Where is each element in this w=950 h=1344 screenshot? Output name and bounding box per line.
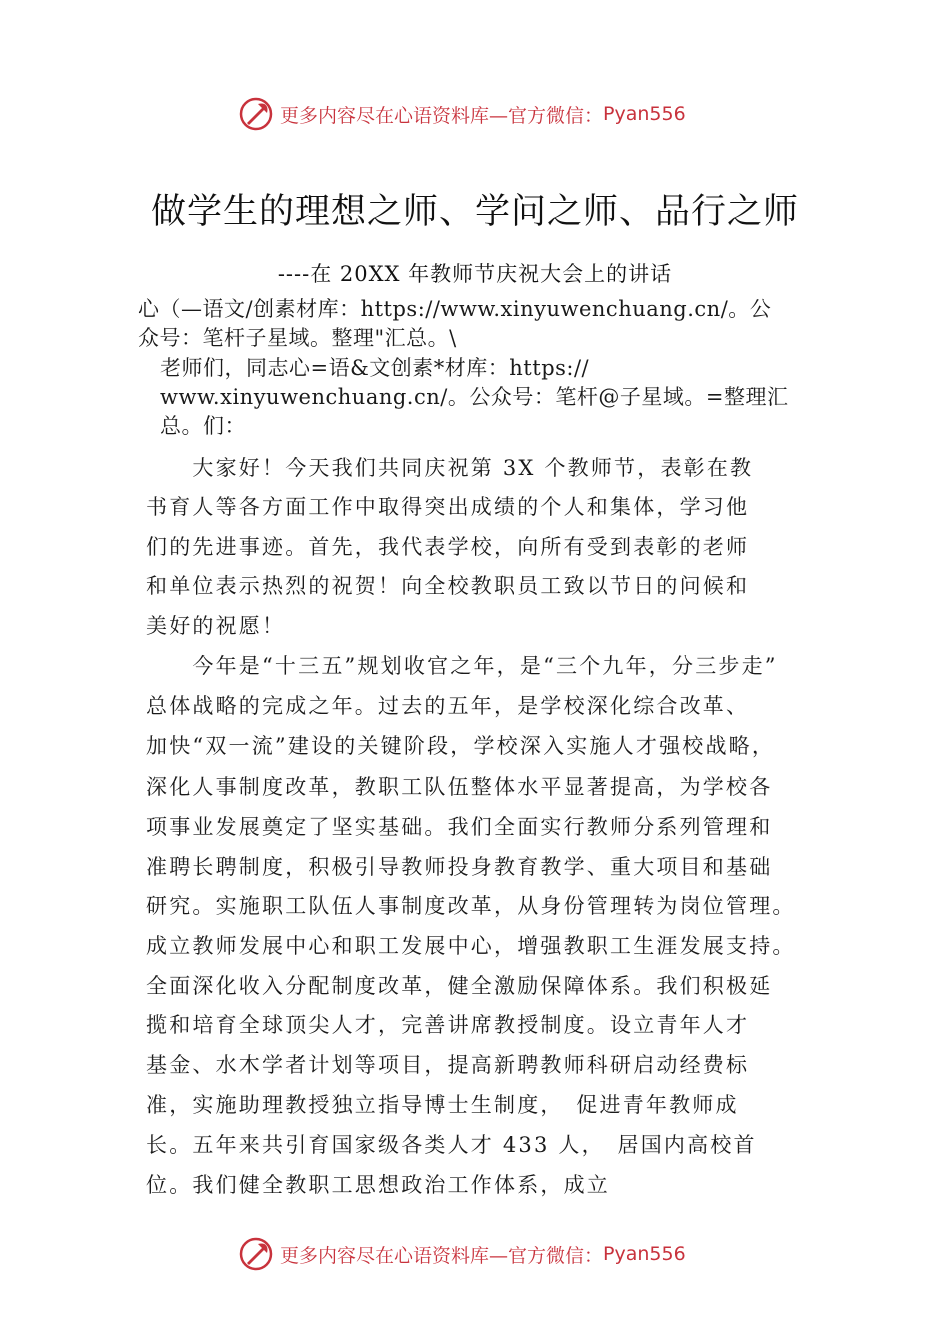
footer-banner	[238, 1234, 728, 1274]
body-line: 基金、水木学者计划等项目，提高新聘教师科研启动经费标	[146, 1053, 750, 1077]
body-line: 书育人等各方面工作中取得突出成绩的个人和集体，学习他	[146, 495, 750, 519]
body-line: 全面深化收入分配制度改革，健全激励保障体系。我们积极延	[146, 974, 773, 998]
body-line: 长。五年来共引育国家级各类人才 433 人， 居国内高校首	[146, 1133, 757, 1157]
body-line: 深化人事制度改革，教职工队伍整体水平显著提高，为学校各	[146, 775, 773, 799]
banner-text: 更多内容尽在心语资料库—官方微信：	[280, 1244, 604, 1267]
source-line: 心（—语文/创素材库：https://www.xinyuwenchuang.cn/。公	[138, 297, 772, 321]
body-line: 揽和培育全球顶尖人才，完善讲席教授制度。设立青年人才	[146, 1013, 750, 1037]
document-title: 做学生的理想之师、学问之师、品行之师	[150, 192, 799, 232]
source-line: 老师们，同志心=语&文创素*材库：https://	[160, 356, 590, 380]
source-line: www.xinyuwenchuang.cn/。公众号：笔杆@子星域。=整理汇	[160, 385, 789, 409]
body-line: 研究。实施职工队伍人事制度改革，从身份管理转为岗位管理。	[146, 894, 796, 918]
body-line: 准，实施助理教授独立指导博士生制度， 促进青年教师成	[146, 1093, 739, 1117]
document-subtitle: ----在 20XX 年教师节庆祝大会上的讲话	[277, 262, 673, 286]
wechat-id: Pyan556	[603, 103, 686, 125]
body-line: 准聘长聘制度，积极引导教师投身教育教学、重大项目和基础	[146, 855, 773, 879]
wechat-id: Pyan556	[603, 1243, 686, 1265]
body-line: 们的先进事迹。首先，我代表学校，向所有受到表彰的老师	[146, 535, 750, 559]
body-line: 总体战略的完成之年。过去的五年，是学校深化综合改革、	[146, 694, 750, 718]
header-banner	[238, 94, 728, 134]
source-line: 总。们：	[160, 414, 246, 438]
quill-logo-icon	[238, 96, 274, 132]
body-line: 大家好！今天我们共同庆祝第 3X 个教师节，表彰在教	[146, 456, 754, 480]
quill-logo-icon	[238, 1236, 274, 1272]
body-line: 加快“双一流”建设的关键阶段，学校深入实施人才强校战略，	[146, 734, 776, 758]
body-line: 今年是“十三五”规划收官之年，是“三个九年，分三步走”	[146, 654, 778, 678]
source-line: 众号：笔杆子星域。整理"汇总。\	[138, 326, 457, 350]
body-line: 和单位表示热烈的祝贺！向全校教职员工致以节日的问候和	[146, 574, 750, 598]
body-line: 成立教师发展中心和职工发展中心，增强教职工生涯发展支持。	[146, 934, 796, 958]
body-line: 美好的祝愿！	[146, 614, 286, 638]
banner-text: 更多内容尽在心语资料库—官方微信：	[280, 104, 604, 127]
body-line: 位。我们健全教职工思想政治工作体系，成立	[146, 1173, 610, 1197]
body-line: 项事业发展奠定了坚实基础。我们全面实行教师分系列管理和	[146, 815, 773, 839]
